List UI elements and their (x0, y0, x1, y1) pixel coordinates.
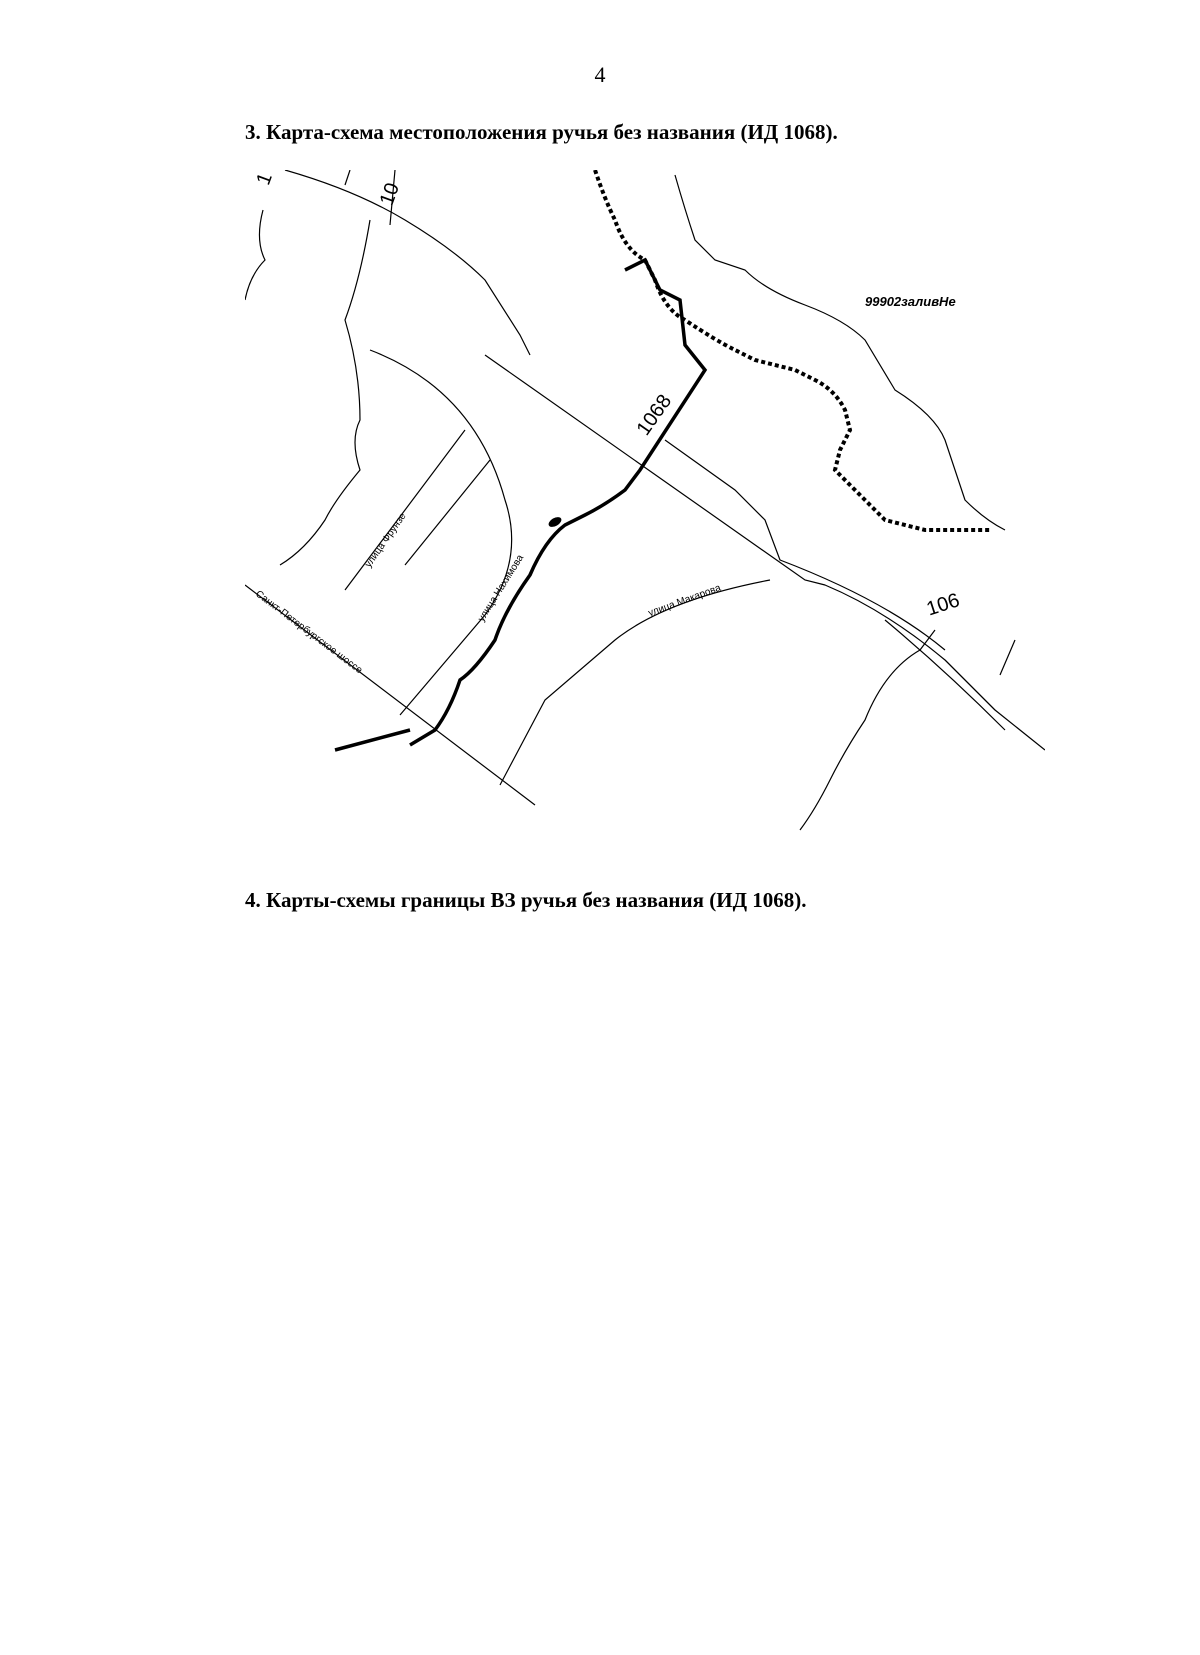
right-edge-line (945, 660, 1045, 750)
street-frunze-line (345, 430, 465, 590)
boundary-arc-top (285, 170, 530, 355)
street-frunze-label: улица Фрунзе (363, 511, 409, 570)
top-tick-2 (345, 170, 350, 185)
road-diagonal-secondary (665, 440, 945, 650)
section-heading-location-map: 3. Карта-схема местоположения ручья без названия (ИД 1068). (245, 120, 838, 144)
street-makarova-line (500, 580, 770, 785)
street-nakhimova-label: улица Нахимова (476, 552, 527, 624)
location-map (245, 170, 1045, 850)
bay-label: 99902заливНе (865, 294, 956, 309)
street-frunze-line-2 (405, 460, 490, 565)
right-contour-lower (1000, 640, 1015, 675)
neighbor-id-top-left-label: 10 (375, 179, 405, 209)
road-diagonal-main (485, 355, 995, 710)
right-contour-bottom (800, 630, 935, 830)
page-number: 4 (594, 62, 606, 87)
section-heading-boundary-maps: 4. Карты-схемы границы ВЗ ручья без названия (ИД 1068). (245, 888, 807, 912)
lower-right-diagonal (885, 620, 1005, 730)
highway-label: Санкт-Петербургское шоссе (253, 588, 365, 677)
neighbor-id-right-label: 106 (923, 589, 963, 621)
coastline-dotted (595, 170, 990, 530)
right-contour (675, 175, 1005, 530)
left-contour-2 (280, 220, 370, 565)
left-contour (245, 210, 265, 300)
stream-id-label: 1068 (632, 390, 677, 440)
stream-1068 (410, 260, 705, 745)
stream-1068-end (335, 730, 410, 750)
street-makarova-label: улица Макарова (646, 582, 723, 620)
neighbor-id-corner-label: 1 (252, 170, 277, 188)
